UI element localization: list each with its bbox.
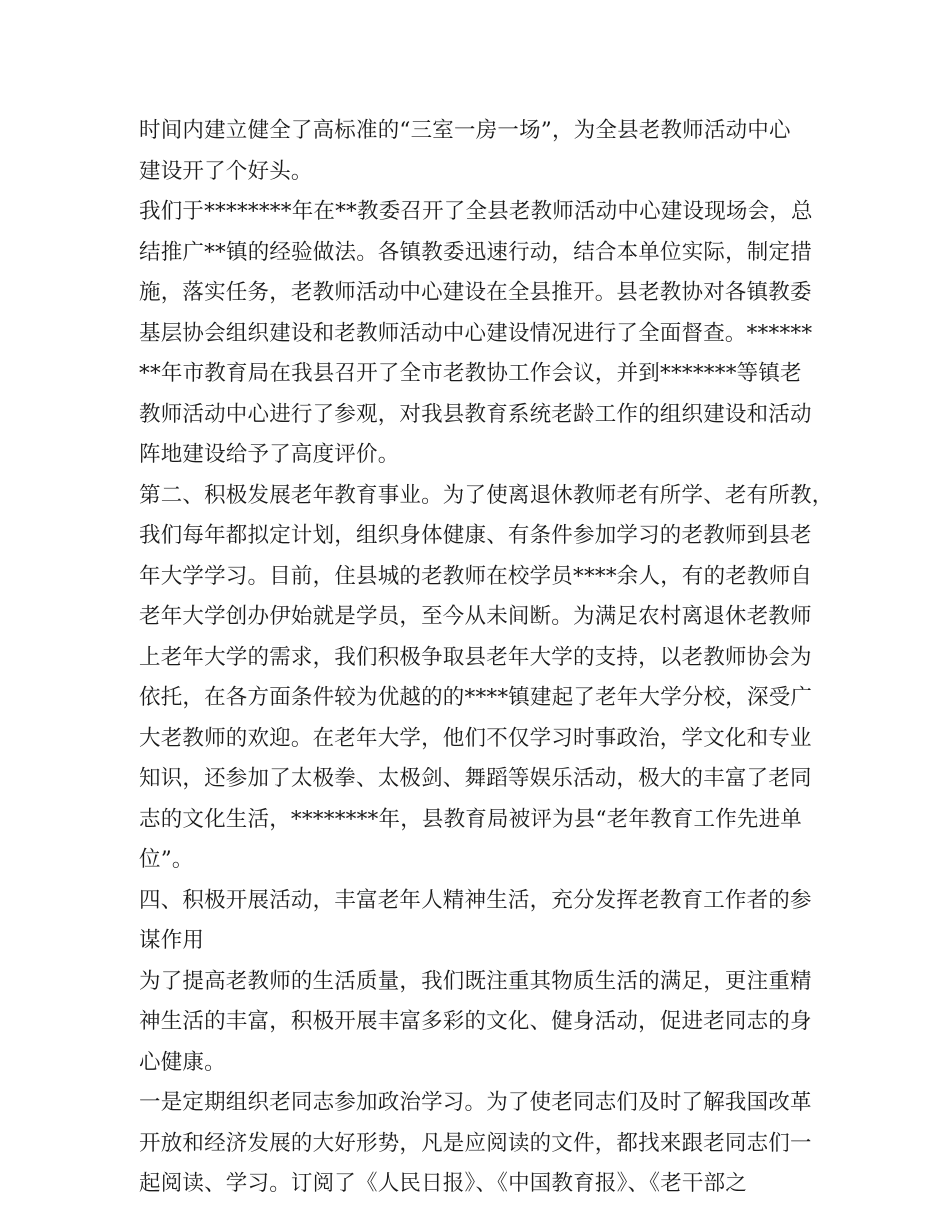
document-body bbox=[139, 111, 834, 1205]
text-line: 志的文化生活，********年，县教育局被评为县“老年教育工作先进单 bbox=[139, 806, 802, 832]
text-line: 我们每年都拟定计划，组织身体健康、有条件参加学习的老教师到县老 bbox=[139, 523, 812, 548]
text-line: 结推广**镇的经验做法。各镇教委迅速行动，结合本单位实际，制定措 bbox=[139, 239, 812, 265]
text-line: 第二、积极发展老年教育事业。为了使离退休教师老有所学、老有所教， bbox=[139, 482, 834, 508]
text-line: 阵地建设给予了高度评价。 bbox=[139, 442, 400, 467]
text-line: 大老教师的欢迎。在老年大学，他们不仅学习时事政治，学文化和专业 bbox=[139, 725, 812, 751]
text-line: 四、积极开展活动，丰富老年人精神生活，充分发挥老教育工作者的参 bbox=[139, 887, 812, 913]
text-line: 建设开了个好头。 bbox=[139, 158, 313, 184]
text-line: 知识，还参加了太极拳、太极剑、舞蹈等娱乐活动，极大的丰富了老同 bbox=[139, 766, 812, 791]
text-line: 基层协会组织建设和老教师活动中心建设情况进行了全面督查。****** bbox=[139, 320, 813, 346]
text-line: 年大学学习。目前，住县城的老教师在校学员****余人，有的老教师自 bbox=[139, 563, 813, 589]
text-line: 上老年大学的需求，我们积极争取县老年大学的支持，以老教师协会为 bbox=[139, 644, 812, 670]
text-line: 开放和经济发展的大好形势，凡是应阅读的文件，都找来跟老同志们一 bbox=[139, 1130, 812, 1156]
text-line: **年市教育局在我县召开了全市老教协工作会议，并到*******等镇老 bbox=[139, 361, 802, 386]
text-line: 心健康。 bbox=[139, 1049, 226, 1075]
text-line: 神生活的丰富，积极开展丰富多彩的文化、健身活动，促进老同志的身 bbox=[139, 1009, 812, 1034]
text-line: 一是定期组织老同志参加政治学习。为了使老同志们及时了解我国改革 bbox=[139, 1090, 812, 1115]
text-line: 老年大学创办伊始就是学员，至今从未间断。为满足农村离退休老教师 bbox=[139, 604, 812, 629]
text-line: 施，落实任务，老教师活动中心建设在全县推开。县老教协对各镇教委 bbox=[139, 280, 812, 305]
text-line: 谋作用 bbox=[139, 928, 205, 953]
text-line: 起阅读、学习。订阅了《人民日报》、《中国教育报》、《老干部之 bbox=[139, 1171, 748, 1196]
text-line: 教师活动中心进行了参观，对我县教育系统老龄工作的组织建设和活动 bbox=[139, 401, 812, 427]
text-line: 我们于********年在**教委召开了全县老教师活动中心建设现场会，总 bbox=[139, 199, 813, 224]
text-line: 依托，在各方面条件较为优越的的****镇建起了老年大学分校，深受广 bbox=[139, 685, 813, 710]
text-line: 位”。 bbox=[139, 847, 194, 872]
text-line: 时间内建立健全了高标准的“三室一房一场”，为全县老教师活动中心 bbox=[139, 118, 791, 143]
text-line: 为了提高老教师的生活质量，我们既注重其物质生活的满足，更注重精 bbox=[139, 968, 812, 994]
